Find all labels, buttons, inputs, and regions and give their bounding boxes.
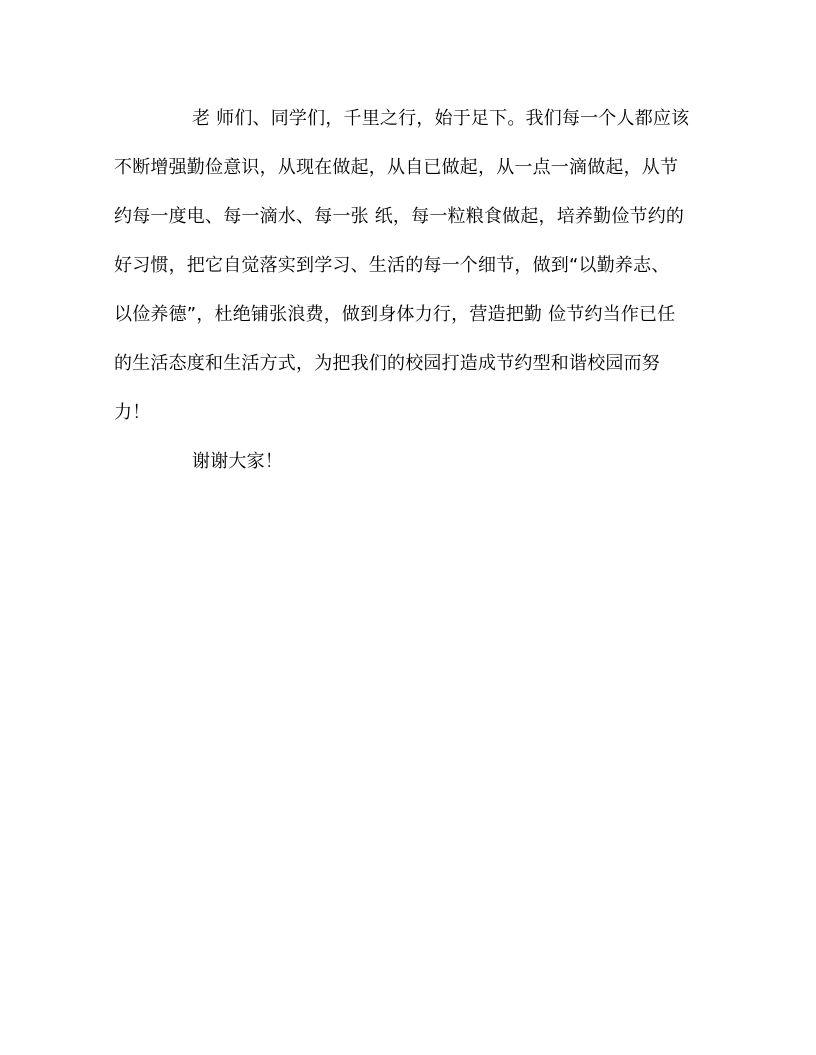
paragraph-1-line-2: 不断增强勤俭意识，从现在做起，从自已做起，从一点一滴做起，从节 [114, 157, 679, 178]
closing-line: 谢谢大家！ [192, 451, 283, 472]
paragraph-1-line-3: 约每一度电、每一滴水、每一张 纸，每一粒粮食做起，培养勤俭节约的 [114, 206, 685, 227]
paragraph-1-line-6: 的生活态度和生活方式，为把我们的校园打造成节约型和谐校园而努 [114, 353, 660, 374]
paragraph-1-line-7: 力！ [114, 402, 151, 423]
paragraph-1-line-1: 老 师们、同学们，千里之行，始于足下。我们每一个人都应该 [192, 108, 690, 129]
paragraph-1-line-4: 好习惯，把它自觉落实到学习、生活的每一个细节，做到“以勤养志、 [114, 255, 670, 276]
paragraph-1-line-5: 以俭养德”，杜绝铺张浪费，做到身体力行，营造把勤 俭节约当作已任 [114, 304, 676, 325]
